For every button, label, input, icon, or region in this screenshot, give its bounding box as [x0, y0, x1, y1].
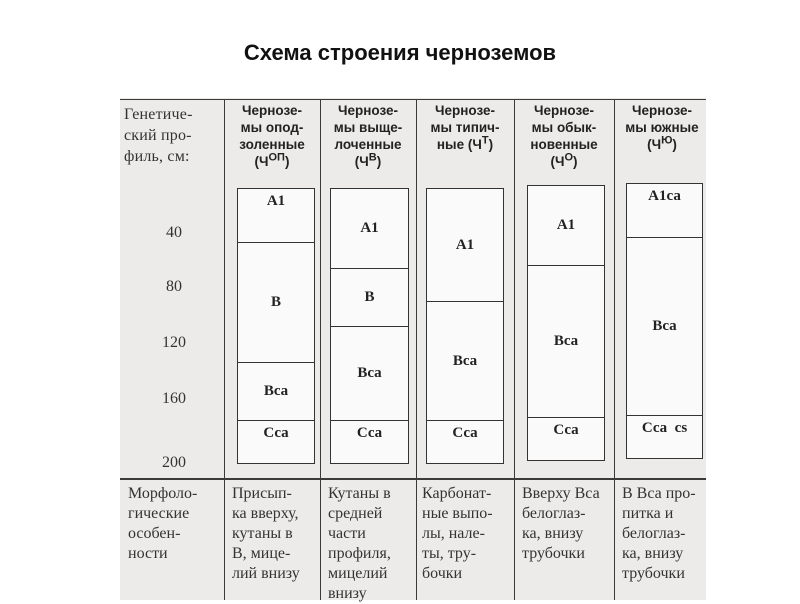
morph-description-3: Карбонат- ные выпо- лы, нале- ты, тру- бочки	[422, 485, 493, 582]
soil-horizon	[627, 184, 702, 238]
column-header-close-paren: )	[376, 154, 382, 169]
column-header-close-paren: )	[573, 154, 578, 169]
soil-profile-2	[330, 188, 409, 464]
morph-description-4: Вверху Вса белоглаз- ка, внизу трубочки	[522, 485, 600, 562]
column-header-text: Чернозе- мы опод- золенные (Ч	[239, 103, 305, 169]
horizon-label: Сса	[553, 422, 579, 438]
profile-row-label	[124, 104, 222, 167]
soil-horizon	[627, 238, 702, 416]
soil-horizon	[238, 189, 314, 243]
column-header-4	[516, 102, 612, 170]
horizon-label: Вса	[357, 365, 382, 381]
soil-profile-1	[237, 188, 315, 464]
soil-horizon	[238, 243, 314, 363]
column-header-close-paren: )	[284, 154, 290, 169]
soil-horizon	[427, 421, 503, 465]
table-top-border	[120, 99, 706, 100]
table-row-divider	[120, 478, 706, 480]
horizon-label: Вса	[452, 353, 478, 369]
soil-horizon	[427, 302, 503, 421]
morph-description-5: В Вса про- питка и белоглаз- ка, внизу трубочки	[622, 485, 696, 582]
column-header-text: Чернозе- мы южные (Ч	[625, 103, 699, 152]
table-column-divider	[514, 100, 515, 600]
depth-tick-80: 80	[166, 278, 182, 295]
horizon-label: А1	[266, 193, 286, 209]
depth-tick-200: 200	[162, 454, 186, 471]
table-column-divider	[614, 100, 615, 600]
column-header-text: Чернозе- мы типич- ные (Ч	[430, 103, 500, 152]
soil-horizon	[331, 269, 408, 327]
morph-row-label	[128, 484, 220, 564]
horizon-label: А1са	[648, 188, 681, 204]
column-header-index: В	[368, 151, 377, 164]
horizon-label: Вса	[553, 333, 579, 349]
column-header-index: Ю	[661, 134, 673, 147]
soil-profile-5	[626, 183, 703, 459]
soil-horizon	[331, 421, 408, 465]
soil-horizon	[238, 421, 314, 465]
profile-row-label-text: Генетиче- ский про- филь, см:	[124, 106, 193, 165]
morph-description-2: Кутаны в средней части профиля, мицелий внизу	[328, 485, 391, 602]
horizon-label: Сса cs	[641, 420, 688, 436]
depth-tick-40: 40	[166, 224, 182, 241]
morph-description-1: Присып- ка вверху, кутаны в В, мице- лий внизу	[232, 485, 300, 582]
column-header-text: Чернозе- мы обык- новенные (Ч	[530, 103, 598, 169]
soil-profile-3	[426, 188, 504, 464]
soil-horizon	[427, 189, 503, 302]
soil-horizon	[528, 266, 604, 418]
soil-profile-4	[527, 185, 605, 461]
horizon-label: Вса	[652, 318, 677, 334]
column-header-close-paren: )	[672, 137, 677, 152]
horizon-label: А1	[455, 237, 475, 253]
column-header-index: О	[564, 151, 574, 164]
horizon-label: Вса	[263, 383, 289, 399]
horizon-label: А1	[360, 220, 379, 236]
soil-horizon	[528, 418, 604, 462]
table-column-divider	[320, 100, 321, 600]
soil-horizon	[627, 416, 702, 460]
horizon-label: В	[270, 294, 281, 310]
morph-row-label-text: Морфоло- гические особен- ности	[128, 485, 198, 562]
table-column-divider	[416, 100, 417, 600]
depth-tick-160: 160	[162, 390, 186, 407]
column-header-2	[322, 102, 414, 170]
column-header-text: Чернозе- мы выще- лоченные (Ч	[333, 103, 403, 169]
soil-horizon	[528, 186, 604, 266]
column-header-3	[418, 102, 512, 153]
column-header-index: Т	[481, 134, 489, 147]
depth-tick-120: 120	[162, 334, 186, 351]
horizon-label: В	[364, 289, 375, 305]
soil-horizon	[331, 327, 408, 421]
column-header-5	[616, 102, 708, 153]
horizon-label: А1	[556, 217, 576, 233]
table-column-divider	[224, 100, 225, 600]
horizon-label: Сса	[263, 425, 289, 441]
column-header-1	[226, 102, 318, 170]
horizon-label: Сса	[356, 425, 383, 441]
column-header-close-paren: )	[488, 137, 494, 152]
horizon-label: Сса	[452, 425, 478, 441]
page-title: Схема строения черноземов	[243, 40, 557, 65]
soil-horizon	[331, 189, 408, 269]
soil-horizon	[238, 363, 314, 421]
column-header-index: ОП	[268, 151, 285, 164]
